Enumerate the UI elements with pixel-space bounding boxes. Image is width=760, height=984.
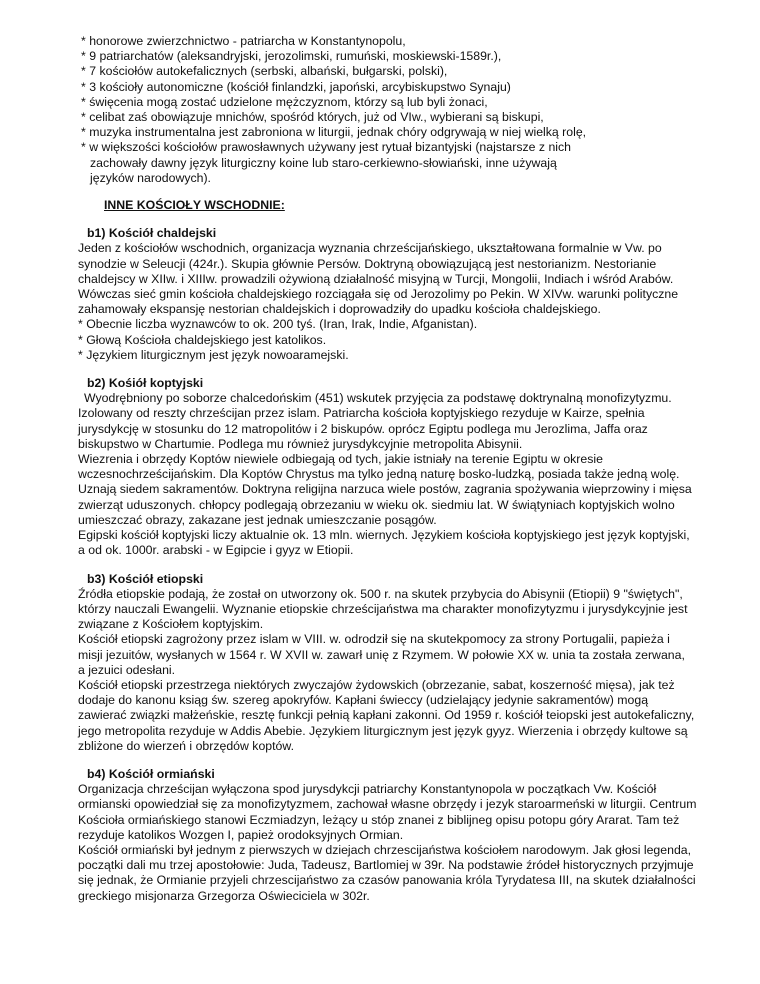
section-line: Źródła etiopskie podają, że został on utworzony ok. 500 r. na skutek przybycia do Abisynii (Etiopii) 9 "świętych", — [78, 586, 683, 601]
section-line: rezyduje katolikos Wozgen I, papież orodoksyjnych Ormian. — [78, 827, 404, 842]
section-line: się jednak, że Ormianie przyjeli chrzescijaństwo za czasów panowania króla Tyrydatesa III, na skutek działalności — [78, 873, 696, 888]
section-line: a jezuici odesłani. — [78, 662, 176, 677]
section-line: wczesnochrześcijańskim. Dla Koptów Chrystus ma tylko jedną naturę bosko-ludzką, posiada także jedną wolę. — [78, 467, 680, 482]
section-armenian-church — [78, 767, 704, 904]
section-line: Izolowany od reszty chrześcijan przez islam. Patriarcha kościoła koptyjskiego rezyduje w Kairze, spełnia — [78, 406, 645, 421]
intro-bullet: * celibat zaś obowiązuje mnichów, spośród których, już od VIw., wybierani są biskupi, — [81, 110, 544, 125]
document-page — [78, 34, 704, 904]
intro-bullet-list — [78, 34, 704, 186]
section-line: Kościół etiopski zagrożony przez islam w VIII. w. odrodził się na skutekpomocy za strony Portugalii, papieża i — [78, 632, 670, 647]
section-bullet: * Głową Kościoła chaldejskiego jest katolikos. — [78, 332, 327, 347]
section-bullet: * Językiem liturgicznym jest język nowoaramejski. — [78, 347, 349, 362]
section-line: dodaje do kanonu ksiąg św. szereg apokryfów. Kapłani świeccy (udzielający jedynie sakramentów) mogą — [78, 693, 649, 708]
section-line: greckiego misjonarza Grzegorza Oświeciciela w 302r. — [78, 888, 370, 903]
main-heading: INNE KOŚCIOŁY WSCHODNIE: — [104, 198, 285, 213]
section-line: którzy nauczali Ewangelii. Wyznanie etiopskie chrześcijaństwa ma charakter monofizytyzmu i jurysdykcyjnie jest — [78, 601, 688, 616]
section-heading: b4) Kościół ormiański — [87, 766, 215, 781]
section-line: Uznają siedem sakramentów. Doktryna religijna narzuca wiele postów, zagrania spożywania wieprzowiny i mięsa — [78, 482, 692, 497]
section-line: Kościoła ormiańskiego stanowi Eczmiadzyn, leżący u stóp znanei z biblijneg opisu potopu góry Ararat. Tam też — [78, 812, 680, 827]
intro-bullet: * 9 patriarchatów (aleksandryjski, jerozolimski, rumuński, moskiewski-1589r.), — [81, 49, 502, 64]
intro-bullet: * święcenia mogą zostać udzielone mężczyznom, którzy są lub byli żonaci, — [81, 94, 488, 109]
section-heading: b1) Kościół chaldejski — [87, 226, 217, 241]
intro-bullet-continuation: języków narodowych). — [90, 170, 211, 185]
section-line: jego metropolita rezyduje w Addis Abebie. Językiem liturgicznym jest język gyyz. Wierzenia i obrzędy kultowe są — [78, 723, 688, 738]
section-line: synodzie w Seleucji (424r.). Skupia głównie Persów. Doktryną obowiązującą jest nestorianizm. Nestorianie — [78, 256, 657, 271]
intro-bullet-continuation: zachowały dawny język liturgiczny koine lub staro-cerkiewno-słowiański, inne używają — [90, 155, 557, 170]
section-line: zahamowały ekspansję nestorian chaldejskich i doprowadziły do upadku kościoła chaldejskiego. — [78, 302, 601, 317]
section-line: a od ok. 1000r. arabski - w Egipcie i gyyz w Etiopii. — [78, 543, 354, 558]
section-line: zwierząt uduszonych. chłopcy podlegają obrzezaniu w wieku ok. siedmiu lat. W świątyniach koptyjskich wolno — [78, 497, 675, 512]
section-line: misji jezuitów, wysłanych w 1564 r. W XVII w. zawarł unię z Rzymem. W połowie XX w. unia ta została zerwana, — [78, 647, 685, 662]
intro-bullet: * honorowe zwierzchnictwo - patriarcha w Konstantynopolu, — [81, 34, 406, 48]
intro-bullet: * 7 kościołów autokefalicznych (serbski, albański, bułgarski, polski), — [81, 64, 448, 79]
intro-bullet: * w większości kościołów prawosławnych używany jest rytuał bizantyjski (najstarsze z nich — [81, 140, 572, 155]
section-line: ormianski opowiedział się za monofizytyzmem, zachował własne obrzędy i jezyk staroarmeński w liturgii. Centrum — [78, 797, 697, 812]
section-line: Wyodrębniony po soborze chalcedońskim (451) wskutek przyjęcia za podstawę doktrynalną monofizytyzmu. — [84, 391, 672, 406]
section-line: zawierać związki małżeńskie, resztę funkcji pełnią kapłani zakonni. Od 1959 r. kościół teiopski jest autokefaliczny, — [78, 708, 695, 723]
intro-bullet: * 3 kościoły autonomiczne (kościół finlandzki, japoński, arcybiskupstwo Synaju) — [81, 79, 511, 94]
section-coptic-church — [78, 376, 704, 558]
section-bullet: * Obecnie liczba wyznawców to ok. 200 tyś. (Iran, Irak, Indie, Afganistan). — [78, 317, 478, 332]
section-line: umieszczać obrazy, zakazane jest jednak umieszczanie posągów. — [78, 512, 437, 527]
section-line: zbliżone do wierzeń i obrzędów koptów. — [78, 738, 294, 753]
section-line: związane z Kościołem koptyjskim. — [78, 617, 264, 632]
section-line: Egipski kościół koptyjski liczy aktualnie ok. 13 mln. wiernych. Językiem kościoła koptyjskiego jest język koptyjski, — [78, 528, 690, 543]
section-line: Wiezrenia i obrzędy Koptów niewiele odbiegają od tych, jakie istniały na terenie Egiptu w okresie — [78, 452, 603, 467]
section-line: chaldejscy w XIIw. i XIIIw. prowadzili ożywioną działalność misyjną w Turcji, Mongolii, Indiach i wśród Arabów. — [78, 271, 674, 286]
section-chaldean-church — [78, 226, 704, 363]
section-line: początki dali mu trzej apostołowie: Juda, Tadeusz, Bartlomiej w 39r. Na podstawie źródeł historycznych przyjmuje — [78, 858, 694, 873]
section-line: jurysdykcję w stosunku do 12 matropolitów i 2 biskupów. oprócz Egiptu podlega mu Jerozlima, Jaffa oraz — [78, 421, 648, 436]
section-heading: b3) Kościół etiopski — [87, 571, 204, 586]
section-line: Wówczas sieć gmin kościoła chaldejskiego rozciągała się od Jerozolimy po Pekin. W XIVw. warunki polityczne — [78, 287, 679, 302]
section-line: Organizacja chrześcijan wyłączona spod jurysdykcji patriarchy Konstantynopola w początkach Vw. Kościół — [78, 782, 657, 797]
section-line: Kościół ormiański był jednym z pierwszych w dziejach chrzescijaństwa kościołem narodowym. Jak głosi legenda, — [78, 842, 692, 857]
intro-bullet: * muzyka instrumentalna jest zabroniona w liturgii, jednak chóry odgrywają w niej wielką rolę, — [81, 125, 587, 140]
section-heading: b2) Kośiół koptyjski — [87, 376, 204, 391]
section-ethiopian-church — [78, 572, 704, 754]
section-line: Kościół etiopski przestrzega niektórych zwyczajów żydowskich (obrzezanie, sabat, koszerność mięsa), jak też — [78, 677, 675, 692]
section-line: Jeden z kościołów wschodnich, organizacja wyznania chrześcijańskiego, ukształtowana formalnie w Vw. po — [78, 241, 662, 256]
section-line: biskupstwo w Chartumie. Podlega mu również jurysdykcyjnie metropolita Abisynii. — [78, 436, 523, 451]
